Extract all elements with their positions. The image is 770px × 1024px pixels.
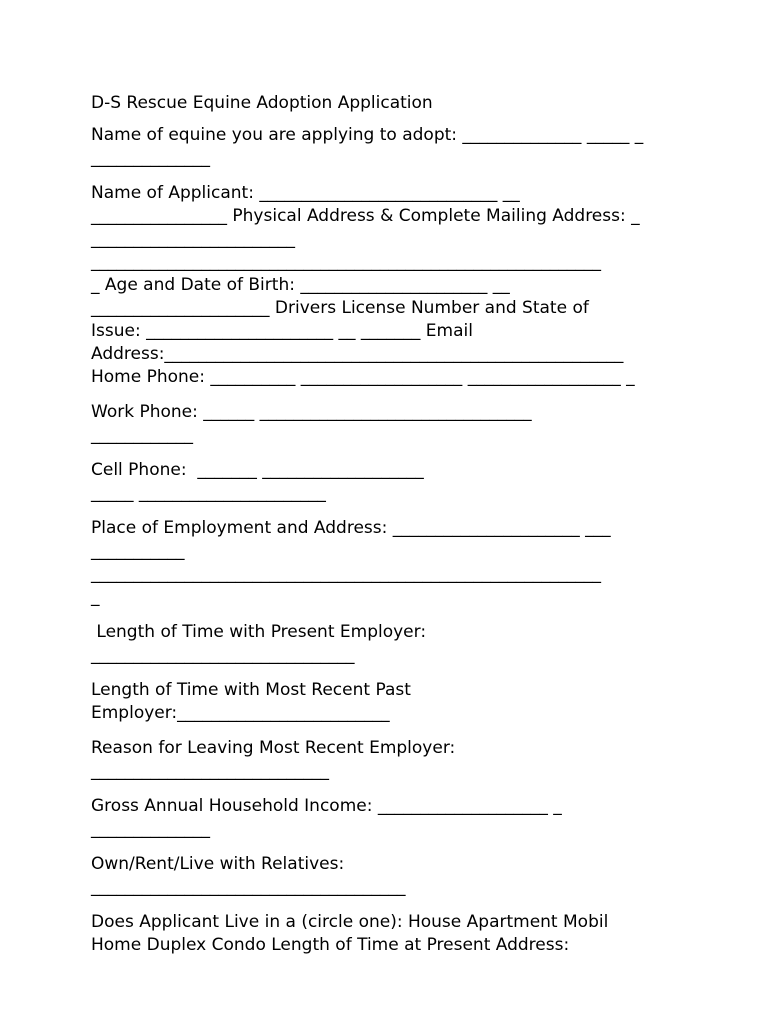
paragraph-past-employer: Length of Time with Most Recent Past Employer:_________________________ (91, 680, 411, 723)
paragraph-residence-type: Does Applicant Live in a (circle one): House Apartment Mobil Home Duplex Condo Length of Time at Present Address: (91, 912, 609, 955)
paragraph-applicant-info: Name of Applicant: ____________________________ __ ________________ Physical Address & Complete Mailing Address: _ ________________________ ____________________________________________________________ _ Age and Date of Birth: ______________________ __ _____________________ Drivers License Number and State of Issue: ______________________ __ _______ Email Address:______________________________________________________ Home Phone: __________ ___________________ __________________ _ (91, 183, 640, 387)
paragraph-equine-name: Name of equine you are applying to adopt: ______________ _____ _ ______________ (91, 125, 644, 168)
paragraph-present-employer: Length of Time with Present Employer: _______________________________ (91, 622, 427, 665)
paragraph-employment: Place of Employment and Address: ______________________ ___ ___________ ____________________________________________________________ _ (91, 518, 611, 607)
document-title: D-S Rescue Equine Adoption Application (91, 93, 433, 113)
paragraph-residence-status: Own/Rent/Live with Relatives: _____________________________________ (91, 854, 406, 897)
paragraph-work-phone: Work Phone: ______ ________________________________ ____________ (91, 402, 532, 445)
paragraph-cell-phone: Cell Phone: _______ ___________________ _____ ______________________ (91, 460, 424, 503)
paragraph-household-income: Gross Annual Household Income: ____________________ _ ______________ (91, 796, 562, 839)
paragraph-leaving-reason: Reason for Leaving Most Recent Employer: ____________________________ (91, 738, 456, 781)
